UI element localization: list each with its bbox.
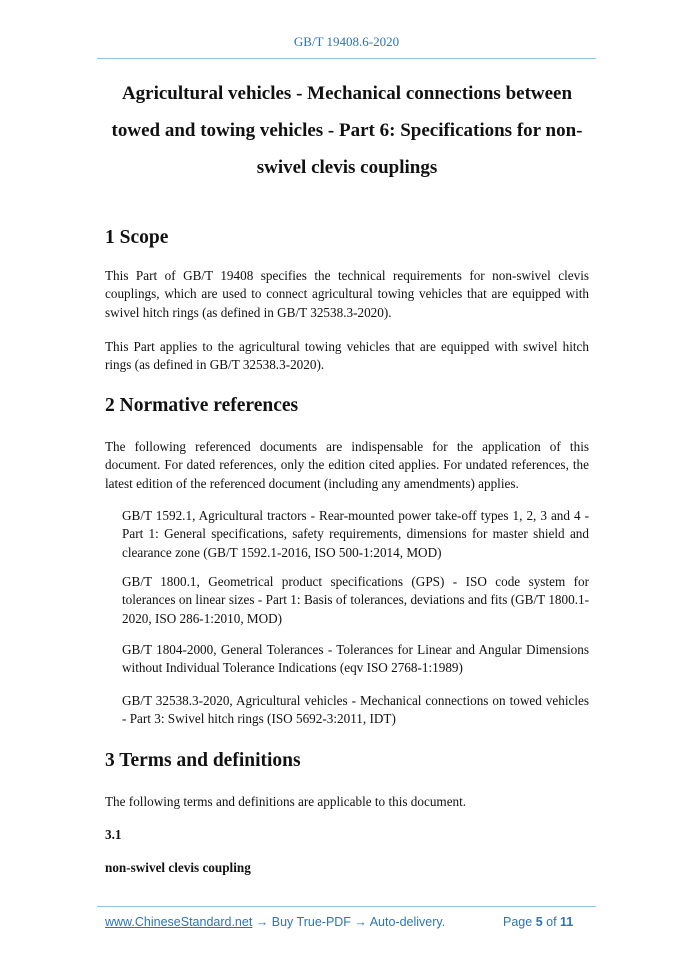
footer-promo-text: → Buy True-PDF → Auto-delivery. bbox=[252, 915, 446, 929]
term-name: non-swivel clevis coupling bbox=[105, 860, 251, 875]
paragraph: This Part applies to the agricultural towing vehicles that are equipped with swivel hitch rings (as defined in GB/T 32538.3-2020). bbox=[105, 339, 589, 373]
term-number: 3.1 bbox=[105, 827, 122, 842]
total-pages: 11 bbox=[560, 915, 574, 929]
paragraph: The following terms and definitions are applicable to this document. bbox=[105, 794, 467, 809]
section-heading-scope: 1 Scope bbox=[105, 227, 169, 248]
page-indicator bbox=[503, 915, 573, 929]
document-title: Agricultural vehicles - Mechanical connections between towed and towing vehicles - Part 6: Specifications for non-swivel clevis couplings bbox=[111, 83, 583, 178]
header-divider bbox=[97, 58, 596, 59]
footer-divider bbox=[97, 906, 596, 907]
reference-item: GB/T 1800.1, Geometrical product specifications (GPS) - ISO code system for tolerances on linear sizes - Part 1: Basis of tolerances, deviations and fits (GB/T 1800.1-2020, ISO 286-1:2010, MOD) bbox=[122, 574, 589, 626]
reference-item: GB/T 1804-2000, General Tolerances - Tolerances for Linear and Angular Dimensions without Individual Tolerance Indications (eqv ISO 2768-1:1989) bbox=[122, 642, 589, 676]
current-page: 5 bbox=[535, 915, 543, 929]
reference-item: GB/T 1592.1, Agricultural tractors - Rear-mounted power take-off types 1, 2, 3 and 4 - Part 1: General specifications, safety requirements, dimensions for master shield and clearance zone (GB/T 1592.1-2016, ISO 500-1:2014, MOD) bbox=[122, 508, 589, 560]
header-doc-id: GB/T 19408.6-2020 bbox=[293, 34, 400, 49]
section-heading-terms: 3 Terms and definitions bbox=[105, 750, 301, 771]
paragraph: The following referenced documents are indispensable for the application of this document. For dated references, only the edition cited applies. For undated references, the latest edition of the referenced document (including any amendments) applies. bbox=[105, 439, 589, 491]
of-label: of bbox=[546, 915, 557, 929]
reference-item: GB/T 32538.3-2020, Agricultural vehicles - Mechanical connections on towed vehicles - Part 3: Swivel hitch rings (ISO 5692-3:2011, IDT) bbox=[122, 693, 589, 727]
footer-site-link[interactable]: www.ChineseStandard.net bbox=[105, 915, 253, 929]
footer-promo bbox=[105, 915, 445, 929]
section-heading-normative-references: 2 Normative references bbox=[105, 395, 299, 416]
paragraph: This Part of GB/T 19408 specifies the technical requirements for non-swivel clevis couplings, which are used to connect agricultural towing vehicles that are equipped with swivel hitch rings (as defined in GB/T 32538.3-2020). bbox=[105, 268, 589, 320]
page-label: Page bbox=[503, 915, 533, 929]
